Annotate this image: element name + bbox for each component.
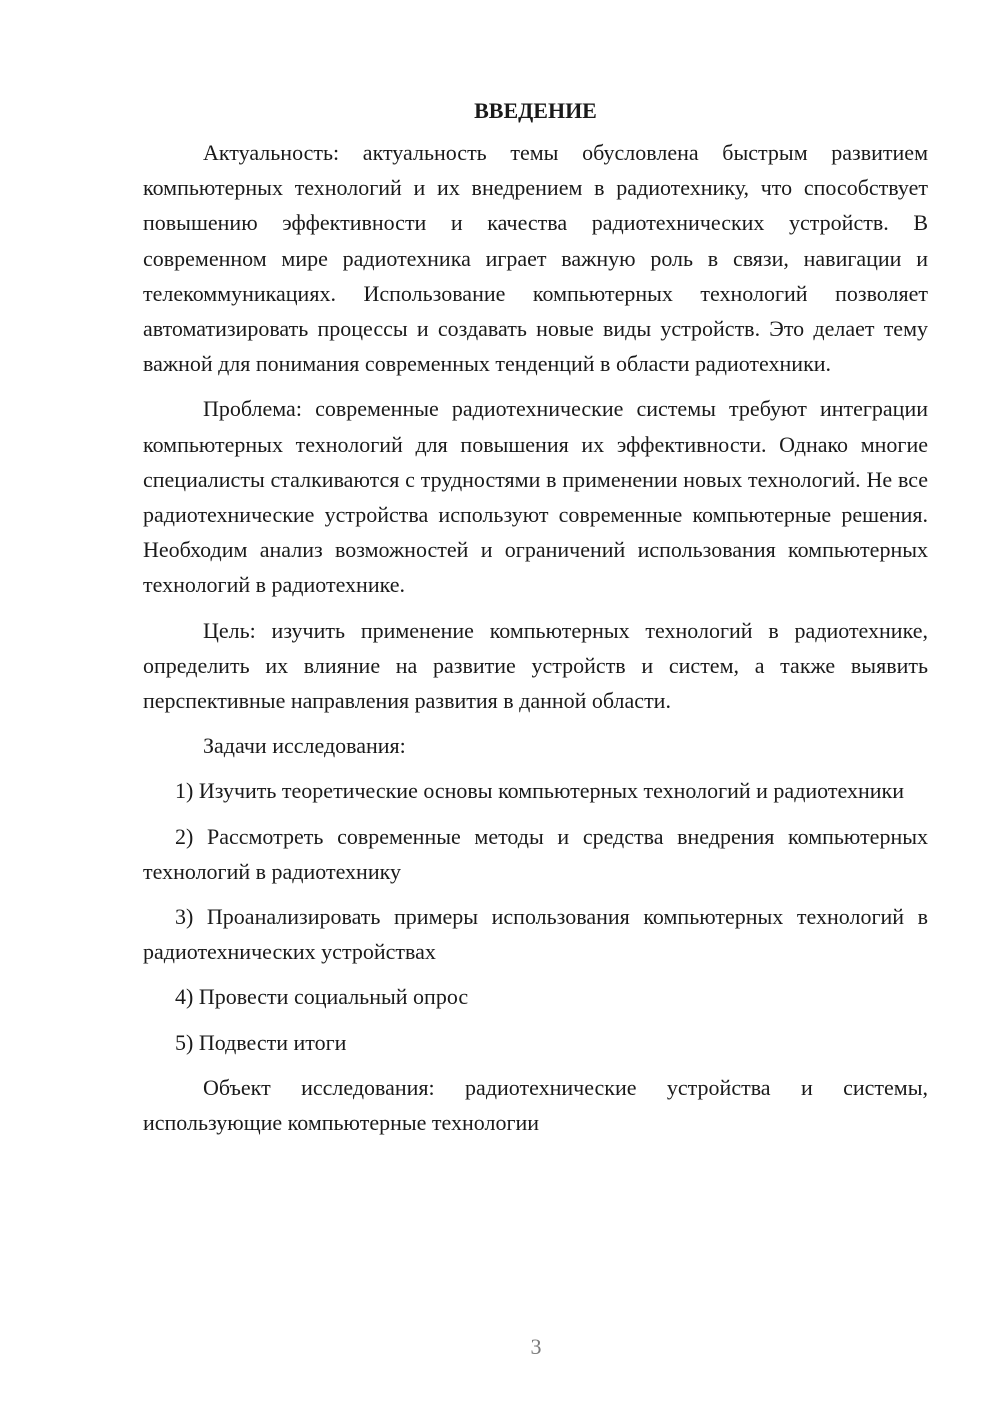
object-paragraph: Объект исследования: радиотехнические устройства и системы, использующие компьютерные технологии — [143, 1074, 928, 1136]
task-item-3: 3) Проанализировать примеры использования компьютерных технологий в радиотехнических устройствах — [143, 904, 928, 965]
task-item-1: 1) Изучить теоретические основы компьютерных технологий и радиотехники — [175, 778, 904, 804]
page-number: 3 — [530, 1334, 542, 1359]
tasks-heading: Задачи исследования: — [203, 733, 406, 759]
task-item-5: 5) Подвести итоги — [175, 1029, 347, 1055]
goal-paragraph: Цель: изучить применение компьютерных технологий в радиотехнике, определить их влияние на развитие устройств и систем, а также выявить перспективные направления развития в данной области. — [143, 617, 928, 714]
page-content — [143, 93, 928, 1140]
task-item-4: 4) Провести социальный опрос — [175, 984, 469, 1010]
task-item-2: 2) Рассмотреть современные методы и средства внедрения компьютерных технологий в радиотехнику — [143, 823, 928, 884]
section-title: ВВЕДЕНИЕ — [474, 98, 597, 123]
relevance-paragraph: Актуальность: актуальность темы обусловлена быстрым развитием компьютерных технологий и их внедрением в радиотехнику, что способствует повышению эффективности и качества радиотехнических устройств. В современном мире радиотехника играет важную роль в связи, навигации и телекоммуникациях. Использование компьютерных технологий позволяет автоматизировать процессы и создавать новые виды устройств. Это делает тему важной для понимания современных тенденций в области радиотехники. — [143, 140, 928, 377]
problem-paragraph: Проблема: современные радиотехнические системы требуют интеграции компьютерных технологий для повышения их эффективности. Однако многие специалисты сталкиваются с трудностями в применении новых технологий. Не все радиотехнические устройства используют современные компьютерные решения. Необходим анализ возможностей и ограничений использования компьютерных технологий в радиотехнике. — [143, 396, 928, 598]
